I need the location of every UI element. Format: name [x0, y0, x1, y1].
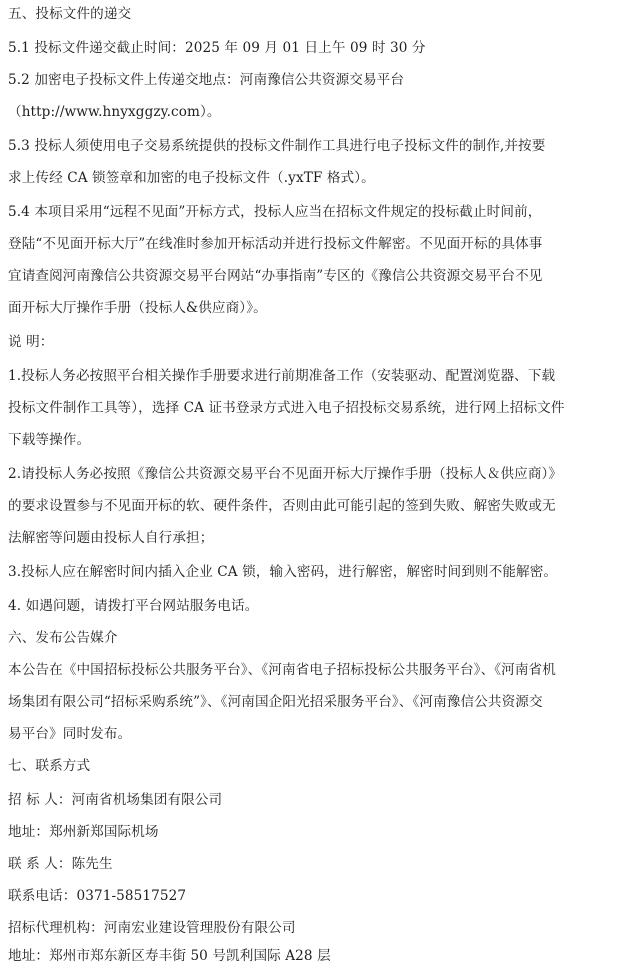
clause-5-4-line-4: 面开标大厅操作手册（投标人&供应商）》。 — [8, 300, 267, 316]
note-2-line-1: 2.请投标人务必按照《豫信公共资源交易平台不见面开标大厅操作手册（投标人＆供应商）》 — [8, 466, 563, 482]
clause-5-4-line-3: 宜请查阅河南豫信公共资源交易平台网站“办事指南”专区的《豫信公共资源交易平台不见 — [8, 268, 543, 284]
tenderer-name: 招 标 人：河南省机场集团有限公司 — [8, 792, 223, 808]
agency-address: 地址：郑州市郑东新区寿丰街 50 号凯利国际 A28 层 — [8, 948, 331, 964]
contact-person: 联 系 人：陈先生 — [8, 856, 113, 872]
section-6-heading: 六、发布公告媒介 — [8, 630, 118, 646]
media-line-1: 本公告在《中国招标投标公共服务平台》、《河南省电子招标投标公共服务平台》、《河南省机 — [8, 662, 556, 678]
note-1-line-1: 1.投标人务必按照平台相关操作手册要求进行前期准备工作（安装驱动、配置浏览器、下载 — [8, 368, 556, 384]
tenderer-address: 地址：郑州新郑国际机场 — [8, 824, 159, 840]
clause-5-1: 5.1 投标文件递交截止时间：2025 年 09 月 01 日上午 09 时 30 分 — [8, 40, 426, 56]
clause-5-3-line-2: 求上传经 CA 锁签章和加密的电子投标文件（.yxTF 格式）。 — [8, 170, 375, 186]
note-2-line-2: 的要求设置参与不见面开标的软、硬件条件，否则由此可能引起的签到失败、解密失败或无 — [8, 498, 556, 514]
note-1-line-2: 投标文件制作工具等），选择 CA 证书登录方式进入电子招投标交易系统，进行网上招标文件 — [8, 400, 565, 416]
section-5-heading: 五、投标文件的递交 — [8, 6, 132, 22]
media-line-2: 场集团有限公司“招标采购系统”》、《河南国企阳光招采服务平台》、《河南豫信公共资源交 — [8, 694, 543, 710]
clause-5-4-line-2: 登陆“不见面开标大厅”在线准时参加开标活动并进行投标文件解密。不见面开标的具体事 — [8, 236, 543, 252]
media-line-3: 易平台》同时发布。 — [8, 726, 132, 742]
agency-name: 招标代理机构：河南宏业建设管理股份有限公司 — [8, 920, 296, 936]
clause-5-3-line-1: 5.3 投标人须使用电子交易系统提供的投标文件制作工具进行电子投标文件的制作,并按要 — [8, 138, 546, 154]
note-3: 3.投标人应在解密时间内插入企业 CA 锁，输入密码，进行解密，解密时间到则不能解密。 — [8, 564, 558, 580]
clause-5-2-url: （http://www.hnyxggzy.com）。 — [8, 104, 221, 120]
clause-5-4-line-1: 5.4 本项目采用“远程不见面”开标方式，投标人应当在招标文件规定的投标截止时间前， — [8, 204, 542, 220]
clause-5-2: 5.2 加密电子投标文件上传递交地点：河南豫信公共资源交易平台 — [8, 72, 405, 88]
note-2-line-3: 法解密等问题由投标人自行承担； — [8, 530, 214, 546]
contact-phone: 联系电话：0371-58517527 — [8, 888, 187, 904]
section-7-heading: 七、联系方式 — [8, 758, 91, 774]
note-4: 4. 如遇问题，请拨打平台网站服务电话。 — [8, 598, 259, 614]
notes-heading: 说 明： — [8, 334, 54, 350]
note-1-line-3: 下载等操作。 — [8, 432, 91, 448]
